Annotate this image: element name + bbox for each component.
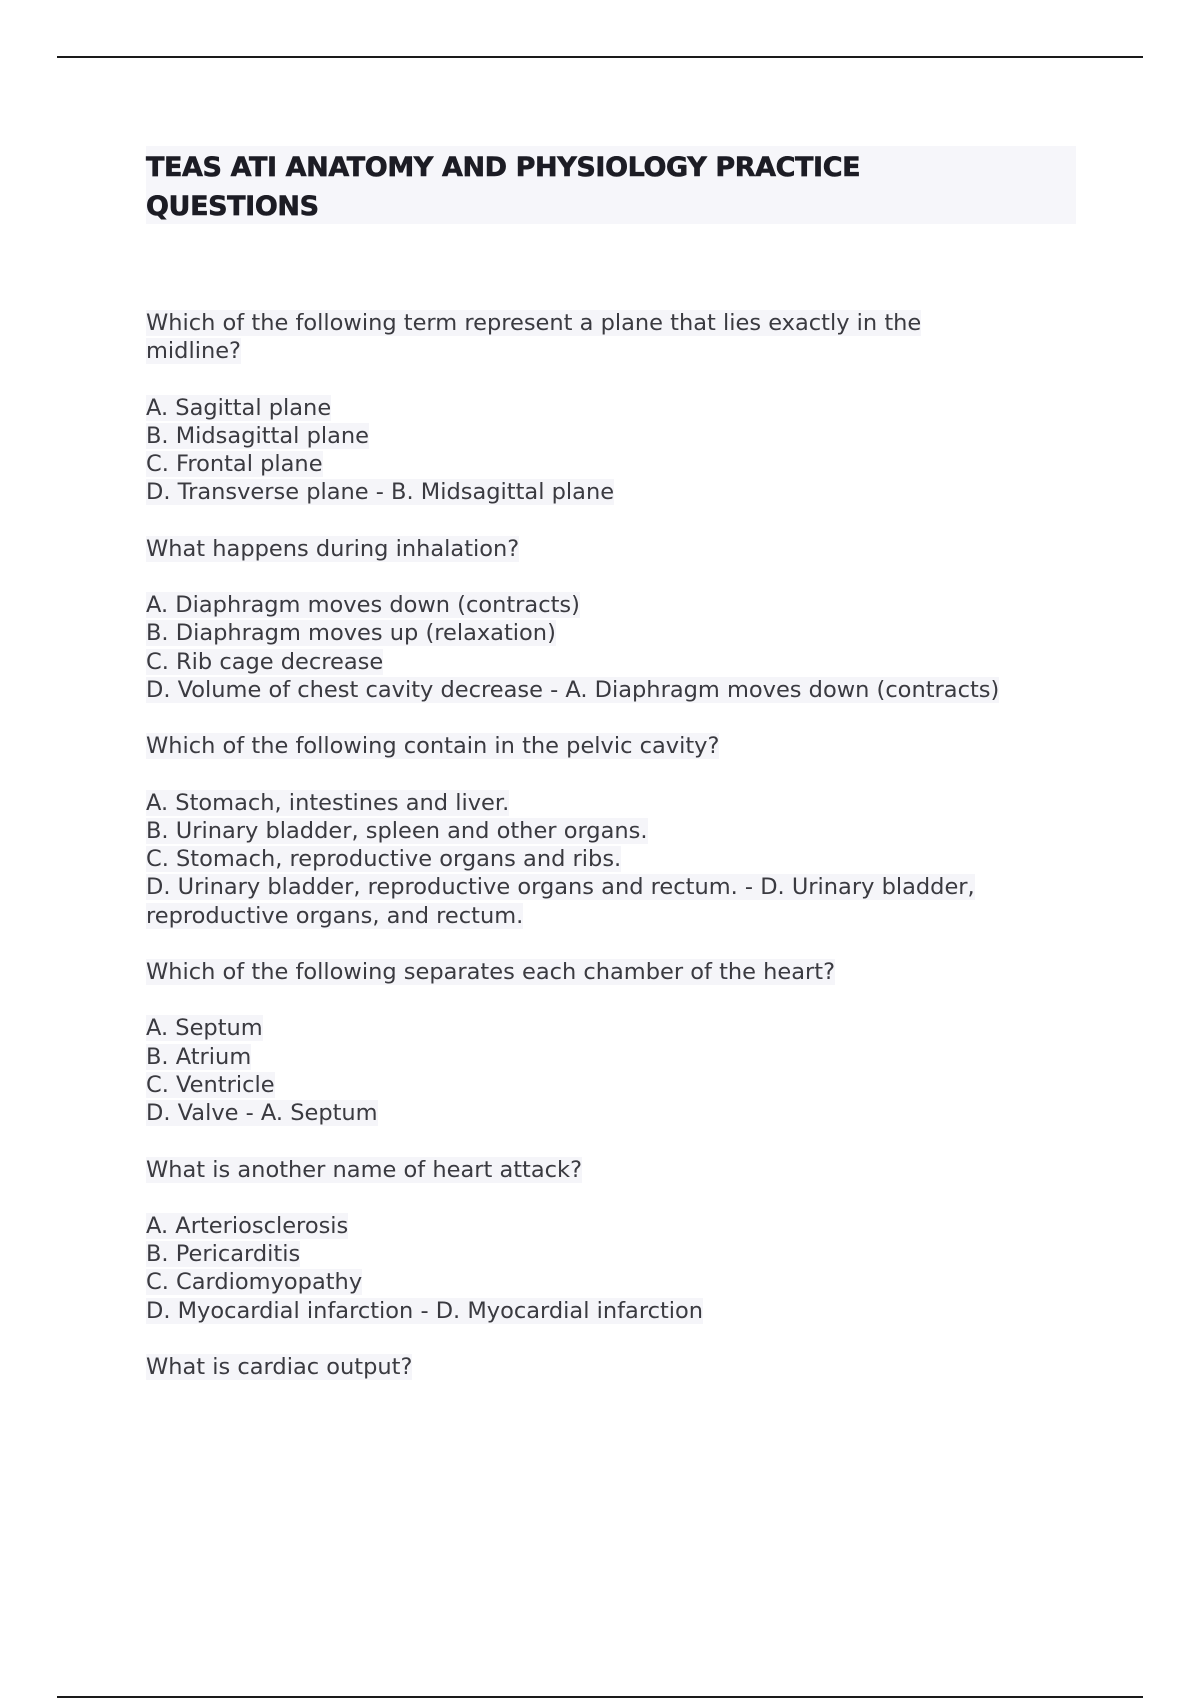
option-line: D. Valve - A. Septum [146,1100,378,1127]
option-line: B. Diaphragm moves up (relaxation) [146,620,556,647]
option-line: C. Ventricle [146,1071,275,1098]
answer-options [146,394,1086,507]
option-line: B. Atrium [146,1043,252,1070]
question-text [146,1353,1086,1381]
option-line: A. Sagittal plane [146,394,332,421]
page-title [146,148,1066,226]
question-line: What is cardiac output? [146,1354,413,1381]
question-line: What is another name of heart attack? [146,1156,583,1183]
option-line: D. Transverse plane - B. Midsagittal plane [146,479,615,506]
option-line: C. Rib cage decrease [146,648,384,675]
answer-options [146,591,1086,704]
title-line-2: QUESTIONS [146,191,319,222]
option-line: B. Pericarditis [146,1241,301,1268]
question-text [146,958,1086,986]
question-text [146,732,1086,760]
option-line: B. Midsagittal plane [146,422,369,449]
question-line: midline? [146,338,241,365]
question-text [146,309,1086,366]
option-line: D. Urinary bladder, reproductive organs and rectum. - D. Urinary bladder, [146,874,975,901]
question-line: Which of the following term represent a plane that lies exactly in the [146,310,922,336]
option-line: D. Myocardial infarction - D. Myocardial infarction [146,1297,704,1324]
top-rule [57,56,1143,58]
option-line: B. Urinary bladder, spleen and other organs. [146,817,648,844]
question-line: Which of the following separates each chamber of the heart? [146,959,836,986]
option-line: reproductive organs, and rectum. [146,902,524,929]
option-line: C. Cardiomyopathy [146,1269,363,1296]
question-text [146,535,1086,563]
question-text [146,1156,1086,1184]
answer-options [146,1014,1086,1127]
answer-options [146,789,1086,930]
question-line: What happens during inhalation? [146,535,520,562]
option-line: A. Diaphragm moves down (contracts) [146,592,580,619]
answer-options [146,1212,1086,1325]
option-line: A. Septum [146,1015,263,1042]
option-line: A. Arteriosclerosis [146,1212,349,1239]
option-line: A. Stomach, intestines and liver. [146,789,510,816]
bottom-rule [57,1696,1143,1698]
option-line: C. Frontal plane [146,451,323,478]
questions-list [146,309,1086,1409]
question-line: Which of the following contain in the pelvic cavity? [146,733,720,760]
option-line: D. Volume of chest cavity decrease - A. Diaphragm moves down (contracts) [146,676,1000,703]
option-line: C. Stomach, reproductive organs and ribs. [146,846,622,873]
title-line-1: TEAS ATI ANATOMY AND PHYSIOLOGY PRACTICE [146,152,861,183]
